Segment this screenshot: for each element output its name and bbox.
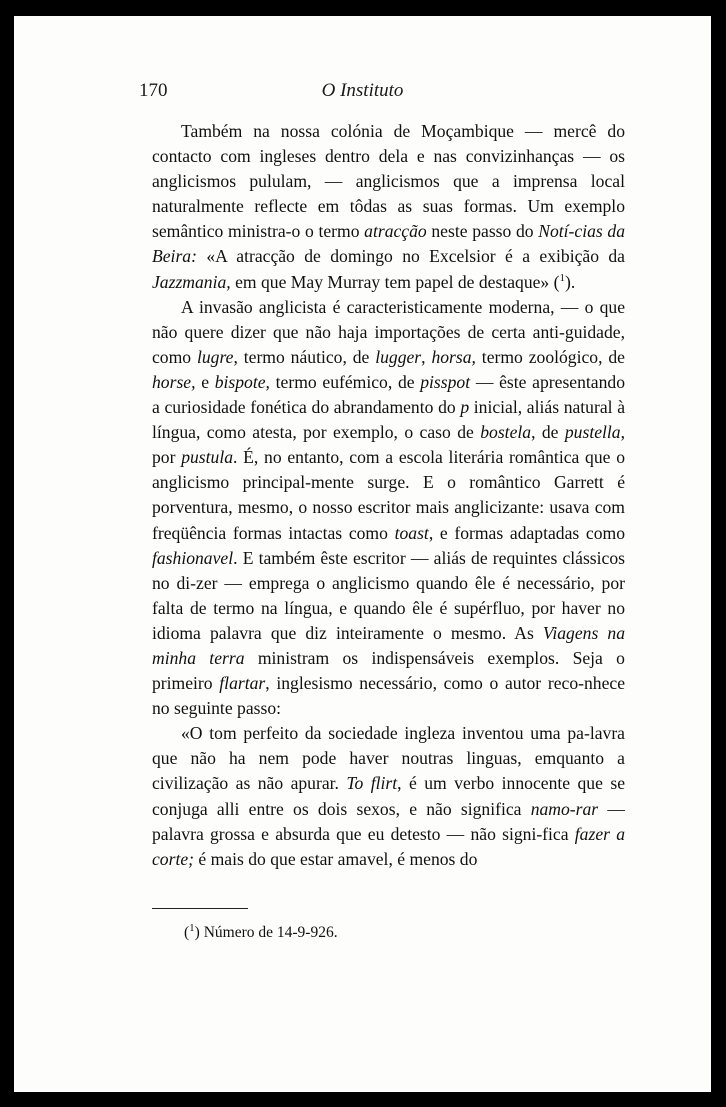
text-run: «A atracção de domingo no Excelsior é a exibição da (196, 246, 625, 267)
text-run: . É, no entanto, com a escola literária romântica que o anglicismo principal-mente surge. E o romântico Garrett é porventura, mesmo, o nosso escritor mais anglicizante: usava com freqüência formas intactas como (152, 447, 625, 543)
text-run: ). (564, 271, 576, 292)
italic-run: namo-rar (530, 798, 599, 819)
text-run: termo eufémico, de (269, 371, 421, 392)
text-run: inicial, aliás natural à língua, como atesta, por exemplo, o caso de (152, 397, 625, 443)
text-run: Também na nossa colónia de Moçambique — mercê do contacto com ingleses dentro dela e nas convizinhanças — os anglicismos pululam, — anglicismos que a imprensa local naturalmente reflecte em tôdas as suas formas. Um exemplo semântico ministra-o o termo (152, 121, 625, 242)
italic-run: Viagens na minha terra (152, 622, 625, 668)
footnote: ($^1$) Número de 14-9-926. (184, 921, 338, 941)
paragraph (152, 295, 625, 722)
page-header (14, 80, 711, 110)
italic-run: To flirt (346, 773, 398, 794)
italic-run: Jazzmania, (152, 271, 231, 292)
text-run: termo zoológico, de (475, 346, 625, 367)
italic-run: atracção (364, 221, 427, 242)
text-run: , de (531, 422, 565, 443)
italic-run: fazer a corte; (152, 823, 625, 869)
italic-run: bostela (480, 422, 532, 443)
italic-run: horse, (152, 371, 196, 392)
italic-run: toast (394, 522, 429, 543)
italic-run: pustula (181, 447, 234, 468)
text-run: , e formas adaptadas como (428, 522, 625, 543)
italic-run: lugger (375, 346, 422, 367)
text-run: — êste apresentando a curiosidade fonética do abrandamento do (152, 371, 625, 418)
text-run: , (421, 346, 432, 367)
text-run: ministram os indispensáveis exemplos. Seja o primeiro (152, 647, 625, 694)
text-run: e (195, 371, 215, 392)
page-number: 170 (139, 80, 168, 101)
italic-run: fashionavel (152, 547, 234, 568)
paragraph (152, 721, 625, 872)
text-run: «O tom perfeito da sociedade ingleza inventou uma pa-lavra que não ha nem pode haver noutras linguas, emquanto a civilização as não apurar. (152, 723, 625, 794)
text-run: . E também êste escritor — aliás de requintes clássicos no di-zer — emprega o anglicismo quando êle é necessário, por falta de termo na língua, e quando êle é supérfluo, por haver no idioma palavra que diz inteiramente o mesmo. As (152, 547, 625, 643)
italic-run: Notí-cias da Beira: (152, 221, 626, 267)
italic-run: lugre (196, 346, 234, 367)
footnote-ref: 1 (559, 271, 565, 284)
text-run: — palavra grossa e absurda que eu detesto — não signi-fica (152, 798, 625, 844)
footnote-rule (152, 908, 248, 909)
text-run: A invasão anglicista é caracteristicamente moderna, — o que não quere dizer que não haja importações de certa anti-guidade, como (152, 296, 625, 367)
italic-run: bispote, (214, 371, 270, 392)
footnote-text: Número de 14-9-926. (203, 924, 338, 941)
text-run: , é um verbo innocente que se conjuga alli entre os dois sexos, e não significa (152, 773, 625, 819)
book-page (14, 16, 711, 1092)
text-run: neste passo do (426, 221, 539, 242)
text-run: , por (152, 422, 625, 468)
text-run: , inglesismo necessário, como o autor reco-nhece no seguinte passo: (152, 673, 625, 719)
italic-run: horsa, (431, 346, 476, 367)
italic-run: pisspot (420, 371, 471, 392)
footnote-marker: 1 (189, 921, 195, 934)
italic-run: pustella (564, 422, 621, 443)
text-run: , termo náutico, de (233, 346, 376, 367)
text-run: em que May Murray tem papel de destaque» ( (230, 271, 560, 292)
text-run: é mais do que estar amavel, é menos do (194, 848, 478, 869)
running-title: O Instituto (321, 80, 404, 101)
paragraph (152, 119, 625, 295)
body-text (152, 119, 625, 872)
italic-run: p (460, 397, 470, 418)
italic-run: flartar (219, 673, 266, 694)
